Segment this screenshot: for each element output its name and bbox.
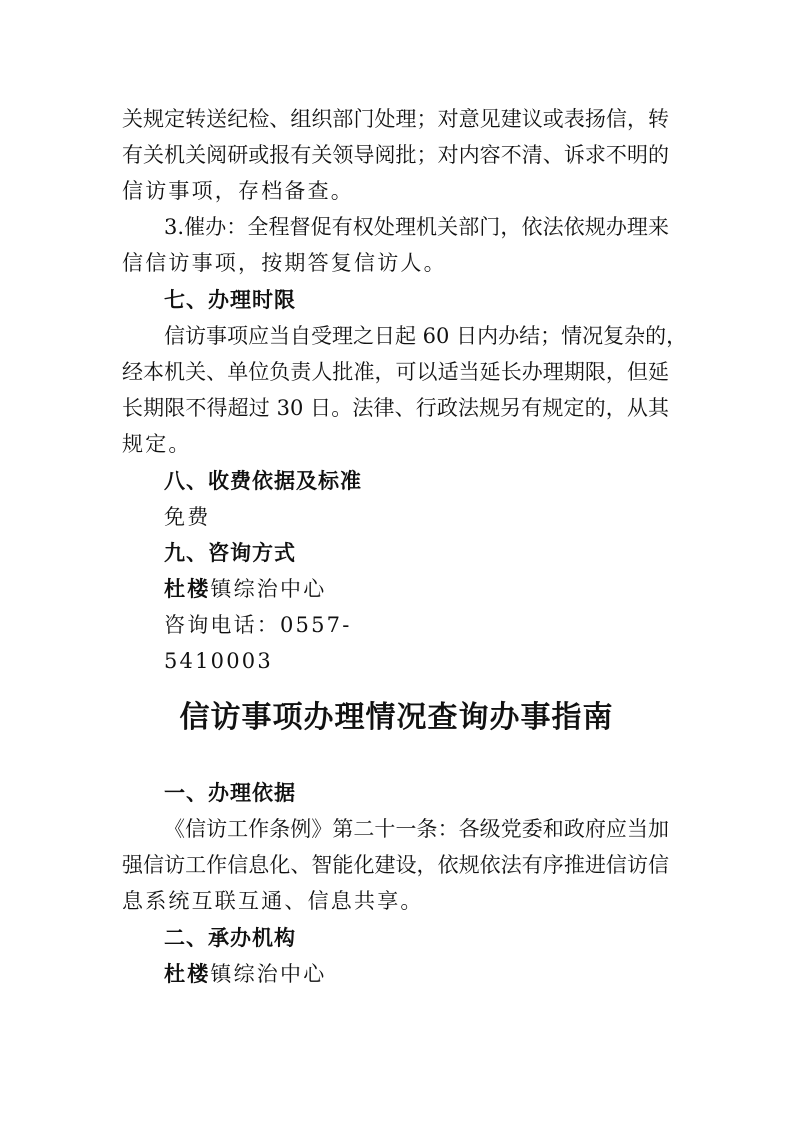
section-heading-consultation: 九、咨询方式 <box>164 541 296 565</box>
text-line: 强信访工作信息化、智能化建设，依规依法有序推进信访信 <box>122 853 669 877</box>
text-line: 规定。 <box>122 432 192 456</box>
section-heading-fees: 八、收费依据及标准 <box>164 469 362 493</box>
org-name-bold: 杜楼 <box>164 576 211 601</box>
text-line: 长期限不得超过 30 日。法律、行政法规另有规定的，从其 <box>122 396 669 420</box>
phone-number: 5410003 <box>164 649 273 673</box>
phone-label: 咨询电话：0557- <box>164 613 352 637</box>
text-line: 息系统互联互通、信息共享。 <box>122 889 424 913</box>
text-line: 有关机关阅研或报有关领导阅批；对内容不清、诉求不明的 <box>122 143 669 167</box>
text-line: 信访事项应当自受理之日起 60 日内办结；情况复杂的， <box>164 324 688 348</box>
org-name-bold: 杜楼 <box>164 961 211 986</box>
organization-name <box>164 961 326 987</box>
text-line: 3.催办：全程督促有权处理机关部门，依法依规办理来 <box>164 215 669 239</box>
org-name-rest: 镇综治中心 <box>210 962 327 986</box>
section-heading-basis: 一、办理依据 <box>164 781 296 805</box>
section-heading-time-limit: 七、办理时限 <box>164 288 296 312</box>
text-line: 《信访工作条例》第二十一条：各级党委和政府应当加 <box>164 817 669 841</box>
org-name-rest: 镇综治中心 <box>210 577 327 601</box>
text-line: 信信访事项，按期答复信访人。 <box>122 251 447 275</box>
text-line: 信访事项，存档备查。 <box>122 179 354 203</box>
guide-title: 信访事项办理情况查询办事指南 <box>179 700 614 735</box>
text-line: 关规定转送纪检、组织部门处理；对意见建议或表扬信，转 <box>122 107 669 131</box>
text-line: 经本机关、单位负责人批准，可以适当延长办理期限，但延 <box>122 360 669 384</box>
organization-name <box>164 576 326 602</box>
section-heading-organization: 二、承办机构 <box>164 926 296 950</box>
text-line: 免费 <box>164 505 211 529</box>
